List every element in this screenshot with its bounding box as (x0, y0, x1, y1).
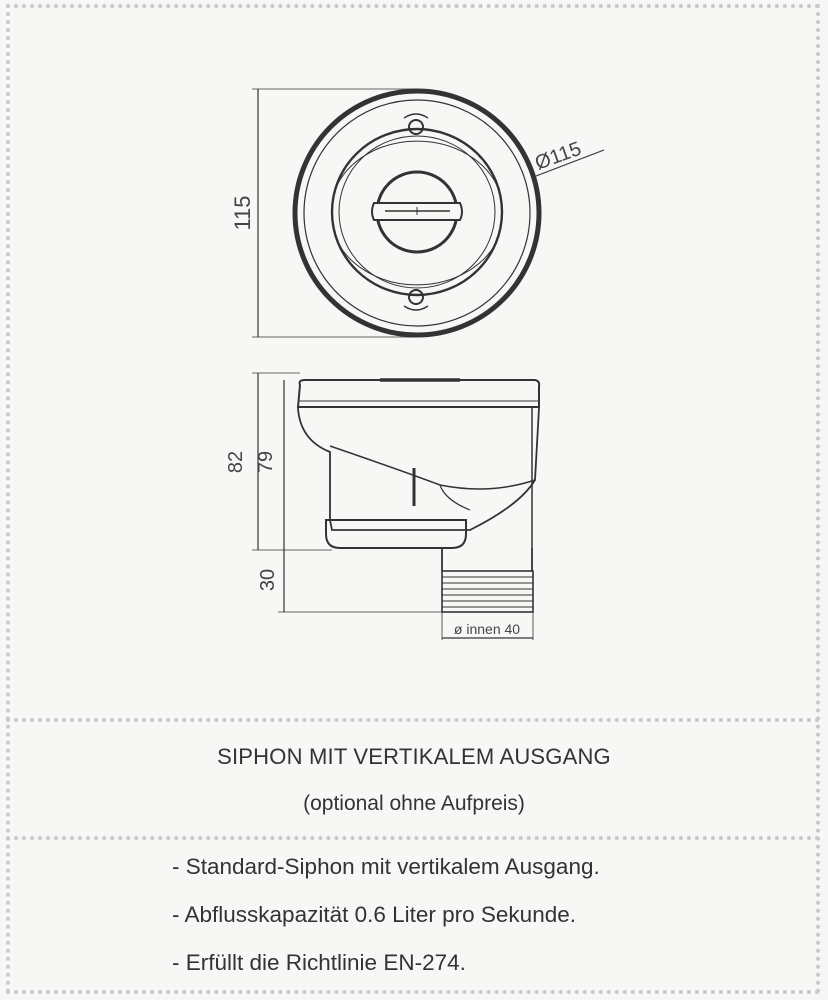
diameter-label: Ø115 (532, 137, 585, 175)
screw-hole-bottom (409, 290, 423, 304)
top-view (252, 89, 604, 337)
bottom-lip (326, 520, 466, 548)
outlet-diameter-label: ø innen 40 (453, 621, 521, 637)
side-height-79-label: 79 (255, 450, 277, 474)
feature-item: - Erfüllt die Richtlinie EN-274. (172, 950, 466, 975)
product-title: SIPHON MIT VERTIKALEM AUSGANG (217, 744, 611, 769)
outlet-neck (442, 548, 532, 571)
product-subtitle: (optional ohne Aufpreis) (303, 792, 525, 815)
side-height-82-label: 82 (225, 450, 247, 474)
screw-hole-top (409, 120, 423, 134)
side-view (252, 373, 539, 640)
feature-item: - Standard-Siphon mit vertikalem Ausgang. (172, 854, 600, 879)
feature-list (172, 850, 600, 994)
top-height-label: 115 (230, 195, 255, 231)
bowl-body (298, 408, 539, 530)
top-flange (298, 380, 539, 407)
outlet-height-label: 30 (257, 568, 279, 592)
section-divider-bottom (6, 836, 820, 840)
feature-item: - Abflusskapazität 0.6 Liter pro Sekunde. (172, 902, 576, 927)
